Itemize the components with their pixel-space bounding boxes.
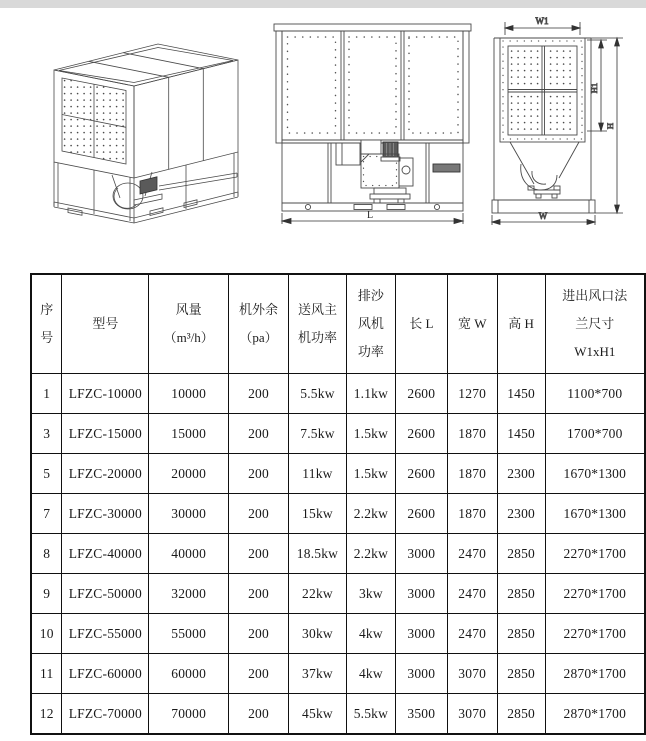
cell-seq: 12 <box>31 694 62 735</box>
cell-model: LFZC-10000 <box>62 374 149 414</box>
cell-airflow: 32000 <box>149 574 229 614</box>
cell-seq: 8 <box>31 534 62 574</box>
cell-seq: 9 <box>31 574 62 614</box>
fan-inlet-box <box>361 140 381 154</box>
table-row <box>31 494 645 534</box>
cell-main-power: 37kw <box>289 654 347 694</box>
header-row <box>31 274 645 374</box>
motor <box>383 142 398 157</box>
cell-width: 1870 <box>447 414 497 454</box>
cell-model: LFZC-40000 <box>62 534 149 574</box>
down-duct <box>336 143 360 165</box>
header-cell-height: 高 H <box>497 274 545 374</box>
cell-flange: 1100*700 <box>545 374 645 414</box>
cell-width: 1870 <box>447 454 497 494</box>
cell-sand-fan-power: 2.2kw <box>346 534 395 574</box>
fan-motor <box>140 177 157 194</box>
cell-length: 2600 <box>395 374 447 414</box>
left-flange <box>276 31 282 143</box>
cabinet-lid <box>54 44 238 86</box>
cell-seq: 10 <box>31 614 62 654</box>
header-cell-airflow: 风量 （m³/h） <box>149 274 229 374</box>
cell-length: 2600 <box>395 494 447 534</box>
cell-model: LFZC-55000 <box>62 614 149 654</box>
cell-sand-fan-power: 4kw <box>346 654 395 694</box>
header-cell-seq: 序 号 <box>31 274 62 374</box>
cell-flange: 2870*1700 <box>545 694 645 735</box>
cell-main-power: 18.5kw <box>289 534 347 574</box>
cell-model: LFZC-20000 <box>62 454 149 494</box>
header-cell-flange: 进出风口法 兰尺寸 W1xH1 <box>545 274 645 374</box>
cell-sand-fan-power: 3kw <box>346 574 395 614</box>
cell-height: 1450 <box>497 414 545 454</box>
cell-sand-fan-power: 4kw <box>346 614 395 654</box>
damper <box>433 164 460 172</box>
cell-flange: 1670*1300 <box>545 494 645 534</box>
blower-housing <box>361 154 399 188</box>
cell-height: 2850 <box>497 694 545 735</box>
cell-seq: 5 <box>31 454 62 494</box>
cell-seq: 1 <box>31 374 62 414</box>
header-cell-model: 型号 <box>62 274 149 374</box>
spec-table <box>30 273 646 735</box>
cell-width: 3070 <box>447 694 497 735</box>
cell-width: 2470 <box>447 614 497 654</box>
shaft-hole <box>402 166 410 174</box>
table-row <box>31 654 645 694</box>
cell-sand-fan-power: 5.5kw <box>346 694 395 735</box>
cell-length: 3000 <box>395 614 447 654</box>
dim-label-w: W <box>538 211 548 221</box>
cell-pressure: 200 <box>229 614 289 654</box>
shaft-box <box>399 158 413 186</box>
cell-model: LFZC-60000 <box>62 654 149 694</box>
cell-airflow: 30000 <box>149 494 229 534</box>
table-row <box>31 614 645 654</box>
cell-airflow: 15000 <box>149 414 229 454</box>
slide-rails <box>159 173 237 190</box>
cell-flange: 2270*1700 <box>545 614 645 654</box>
cell-height: 2300 <box>497 454 545 494</box>
inlet-grille-panel <box>62 78 126 164</box>
table-row <box>31 574 645 614</box>
cell-main-power: 22kw <box>289 574 347 614</box>
cell-model: LFZC-50000 <box>62 574 149 614</box>
cell-airflow: 20000 <box>149 454 229 494</box>
cell-height: 2850 <box>497 654 545 694</box>
cell-pressure: 200 <box>229 494 289 534</box>
cell-main-power: 11kw <box>289 454 347 494</box>
cell-pressure: 200 <box>229 654 289 694</box>
cell-sand-fan-power: 1.5kw <box>346 414 395 454</box>
body-outline <box>494 38 591 200</box>
cabinet-outline <box>282 31 463 203</box>
right-flange <box>463 31 469 143</box>
cell-pressure: 200 <box>229 374 289 414</box>
cell-airflow: 55000 <box>149 614 229 654</box>
cell-pressure: 200 <box>229 694 289 735</box>
cell-length: 2600 <box>395 454 447 494</box>
dim-label-length: L <box>366 210 374 221</box>
panel-bolt-dots <box>288 37 459 133</box>
cell-main-power: 30kw <box>289 614 347 654</box>
cell-airflow: 10000 <box>149 374 229 414</box>
cell-flange: 1700*700 <box>545 414 645 454</box>
cell-height: 2850 <box>497 574 545 614</box>
top-cap <box>274 24 471 31</box>
cell-pressure: 200 <box>229 454 289 494</box>
cell-seq: 3 <box>31 414 62 454</box>
cell-height: 2850 <box>497 534 545 574</box>
cell-pressure: 200 <box>229 574 289 614</box>
cell-width: 1270 <box>447 374 497 414</box>
header-cell-pressure: 机外余 （pa） <box>229 274 289 374</box>
cell-width: 2470 <box>447 574 497 614</box>
cell-model: LFZC-15000 <box>62 414 149 454</box>
cell-flange: 1670*1300 <box>545 454 645 494</box>
table-row <box>31 414 645 454</box>
cell-main-power: 7.5kw <box>289 414 347 454</box>
cell-length: 2600 <box>395 414 447 454</box>
hopper-and-volute <box>510 142 579 198</box>
cell-model: LFZC-30000 <box>62 494 149 534</box>
cell-width: 1870 <box>447 494 497 534</box>
table-row <box>31 694 645 735</box>
cell-airflow: 40000 <box>149 534 229 574</box>
cell-main-power: 45kw <box>289 694 347 735</box>
cell-length: 3000 <box>395 574 447 614</box>
cell-height: 2300 <box>497 494 545 534</box>
cell-main-power: 5.5kw <box>289 374 347 414</box>
dim-label-w1: W1 <box>535 16 549 26</box>
cell-flange: 2270*1700 <box>545 574 645 614</box>
isometric-view-drawing <box>24 14 239 229</box>
cell-length: 3000 <box>395 534 447 574</box>
cell-seq: 7 <box>31 494 62 534</box>
cell-pressure: 200 <box>229 414 289 454</box>
table-row <box>31 374 645 414</box>
cell-height: 2850 <box>497 614 545 654</box>
cell-seq: 11 <box>31 654 62 694</box>
cell-width: 2470 <box>447 534 497 574</box>
cell-sand-fan-power: 1.1kw <box>346 374 395 414</box>
table-row <box>31 454 645 494</box>
cell-length: 3000 <box>395 654 447 694</box>
cell-flange: 2270*1700 <box>545 534 645 574</box>
cell-main-power: 15kw <box>289 494 347 534</box>
cell-pressure: 200 <box>229 534 289 574</box>
perforated-flange-panel <box>500 38 585 142</box>
cell-length: 3500 <box>395 694 447 735</box>
front-view-drawing <box>270 14 475 230</box>
cell-airflow: 60000 <box>149 654 229 694</box>
header-cell-main-power: 送风主 机功率 <box>289 274 347 374</box>
lower-compartment <box>328 140 460 203</box>
dim-label-h1: H1 <box>589 82 599 94</box>
table-row <box>31 534 645 574</box>
cell-sand-fan-power: 2.2kw <box>346 494 395 534</box>
cell-airflow: 70000 <box>149 694 229 735</box>
side-view-drawing <box>484 4 642 232</box>
dim-label-h: H <box>605 122 615 130</box>
cell-flange: 2870*1700 <box>545 654 645 694</box>
cell-model: LFZC-70000 <box>62 694 149 735</box>
cell-height: 1450 <box>497 374 545 414</box>
cell-width: 3070 <box>447 654 497 694</box>
header-cell-length: 长 L <box>395 274 447 374</box>
cell-sand-fan-power: 1.5kw <box>346 454 395 494</box>
header-cell-width: 宽 W <box>447 274 497 374</box>
header-cell-sand-fan-power: 排沙 风机 功率 <box>346 274 395 374</box>
